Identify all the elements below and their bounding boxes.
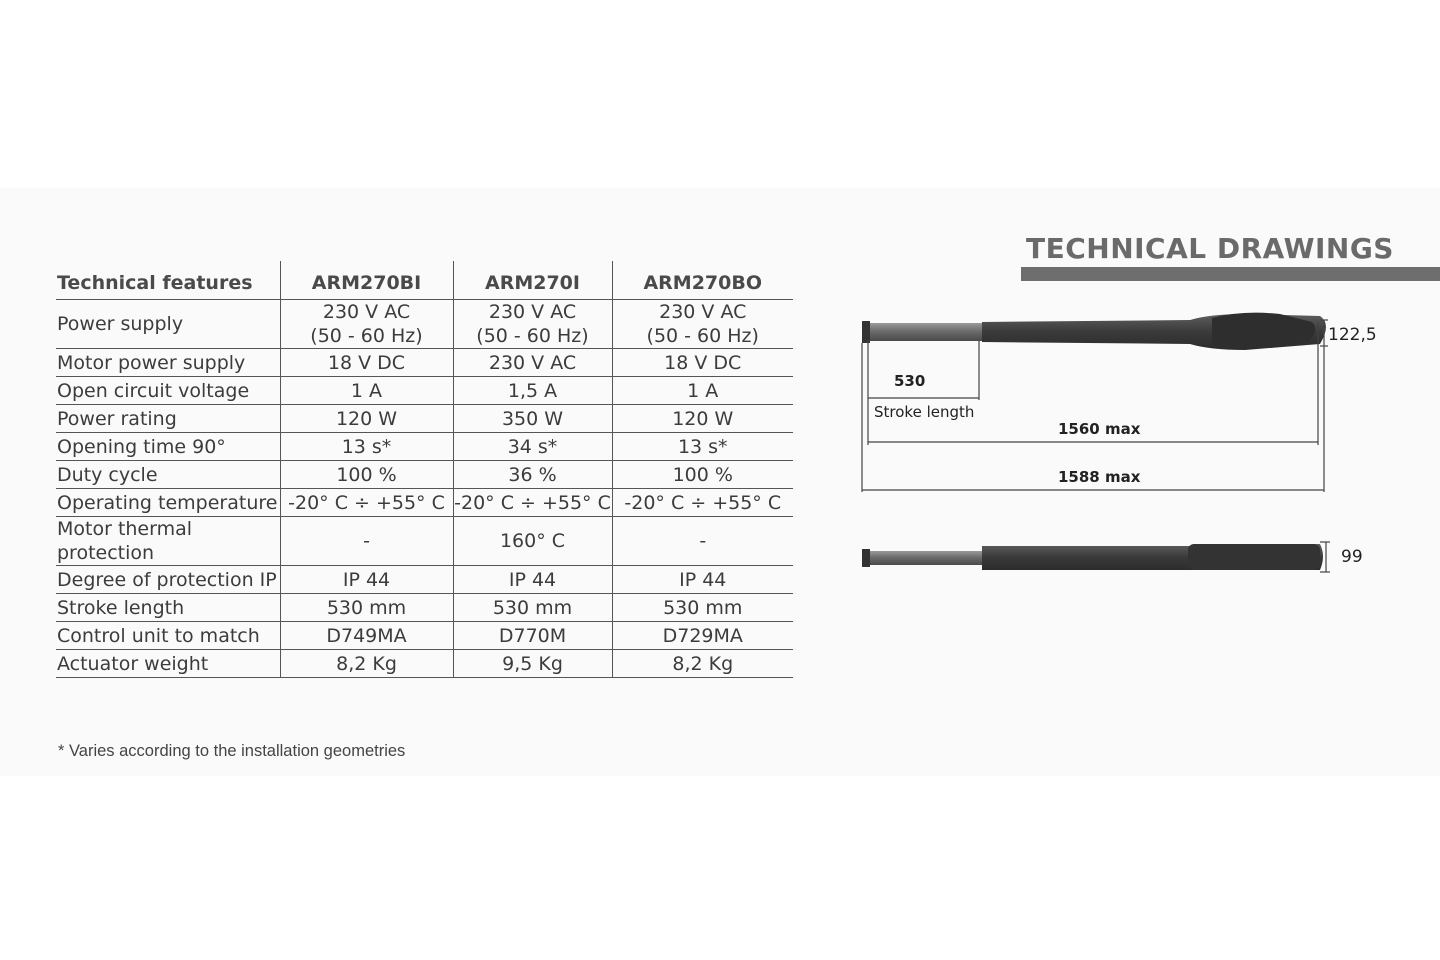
title-rule <box>1021 267 1440 281</box>
row-value: IP 44 <box>280 566 453 594</box>
row-value: D729MA <box>612 622 793 650</box>
row-value: -20° C ÷ +55° C <box>453 489 612 517</box>
table-row <box>56 461 793 489</box>
header-arm270bi: ARM270BI <box>280 261 453 300</box>
row-value: 1 A <box>612 377 793 405</box>
dim-height-top: 122,5 <box>1328 325 1377 345</box>
table-row <box>56 349 793 377</box>
row-value: - <box>280 517 453 566</box>
table-row <box>56 594 793 622</box>
piston-rod <box>864 323 982 341</box>
row-value: - <box>612 517 793 566</box>
row-value: 120 W <box>280 405 453 433</box>
dim-stroke: 530 <box>894 372 926 390</box>
row-label: Power supply <box>56 300 280 349</box>
row-value: -20° C ÷ +55° C <box>280 489 453 517</box>
dim-height-side: 99 <box>1341 547 1363 567</box>
footnote: * Varies according to the installation geometries <box>58 742 406 760</box>
dim-1560: 1560 max <box>1058 420 1141 438</box>
row-label: Power rating <box>56 405 280 433</box>
row-label: Opening time 90° <box>56 433 280 461</box>
row-value: 1,5 A <box>453 377 612 405</box>
actuator-technical-drawing <box>850 300 1410 600</box>
table-row <box>56 489 793 517</box>
table-row <box>56 566 793 594</box>
actuator-side-view <box>862 544 1323 570</box>
row-value: IP 44 <box>453 566 612 594</box>
table-row <box>56 405 793 433</box>
table-row <box>56 377 793 405</box>
row-label: Open circuit voltage <box>56 377 280 405</box>
row-value: 230 V AC (50 - 60 Hz) <box>453 300 612 349</box>
row-value: 230 V AC (50 - 60 Hz) <box>280 300 453 349</box>
actuator-top-view <box>862 313 1326 350</box>
table-row <box>56 622 793 650</box>
technical-features-table <box>56 261 793 678</box>
rod-end-side <box>862 549 870 567</box>
row-value: 8,2 Kg <box>612 650 793 678</box>
row-value: 1 A <box>280 377 453 405</box>
row-value: 8,2 Kg <box>280 650 453 678</box>
row-value: -20° C ÷ +55° C <box>612 489 793 517</box>
row-value: 530 mm <box>453 594 612 622</box>
header-arm270bo: ARM270BO <box>612 261 793 300</box>
row-value: 530 mm <box>280 594 453 622</box>
row-label: Actuator weight <box>56 650 280 678</box>
row-label: Motor power supply <box>56 349 280 377</box>
row-value: 36 % <box>453 461 612 489</box>
row-label: Stroke length <box>56 594 280 622</box>
row-value: 18 V DC <box>280 349 453 377</box>
row-value: 34 s* <box>453 433 612 461</box>
technical-drawings-title: TECHNICAL DRAWINGS <box>1026 232 1394 265</box>
row-value: 100 % <box>280 461 453 489</box>
rod-end <box>862 321 870 343</box>
row-label: Duty cycle <box>56 461 280 489</box>
row-label: Operating temperature <box>56 489 280 517</box>
row-value: 530 mm <box>612 594 793 622</box>
dim-stroke-label: Stroke length <box>874 403 975 421</box>
row-value: 13 s* <box>280 433 453 461</box>
row-value: 160° C <box>453 517 612 566</box>
dim-1588: 1588 max <box>1058 468 1141 486</box>
row-value: 120 W <box>612 405 793 433</box>
row-value: IP 44 <box>612 566 793 594</box>
header-technical-features: Technical features <box>56 261 280 300</box>
row-value: 100 % <box>612 461 793 489</box>
row-value: 230 V AC <box>453 349 612 377</box>
row-value: 350 W <box>453 405 612 433</box>
table-header-row <box>56 261 793 300</box>
table-row <box>56 433 793 461</box>
row-value: 13 s* <box>612 433 793 461</box>
row-value: D770M <box>453 622 612 650</box>
header-arm270i: ARM270I <box>453 261 612 300</box>
piston-rod-side <box>864 551 982 565</box>
row-label: Control unit to match <box>56 622 280 650</box>
row-value: D749MA <box>280 622 453 650</box>
table-row <box>56 300 793 349</box>
row-value: 9,5 Kg <box>453 650 612 678</box>
row-value: 230 V AC (50 - 60 Hz) <box>612 300 793 349</box>
table-row <box>56 517 793 566</box>
motor-housing-side <box>1188 544 1320 570</box>
row-label: Degree of protection IP <box>56 566 280 594</box>
table-row <box>56 650 793 678</box>
row-label: Motor thermal protection <box>56 517 280 566</box>
row-value: 18 V DC <box>612 349 793 377</box>
